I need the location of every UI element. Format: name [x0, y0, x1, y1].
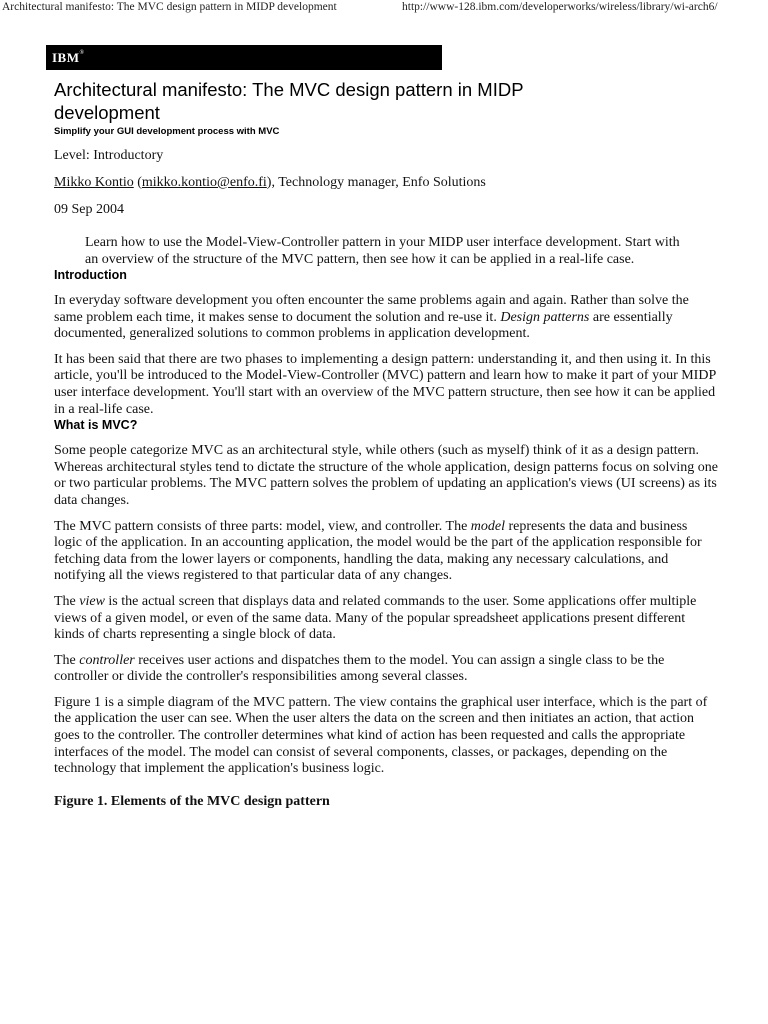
- mvc-paragraph-5: Figure 1 is a simple diagram of the MVC pattern. The view contains the graphical user interface, which is the part of the application the user can see. When the user alters the data on the screen and then initiates an action, that action goes to the controller. The controller determines what kind of action has been requested and calls the appropriate interfaces of the model. The model can consist of several components, classes, or packages, depending on the technology that implement the application's business logic.: [54, 694, 708, 777]
- ibm-logo[interactable]: [52, 50, 85, 66]
- mvc-paragraph-2: [54, 519, 718, 585]
- mvc-p3-text-a: The: [54, 593, 80, 609]
- author-email-link[interactable]: mikko.kontio@enfo.fi: [141, 175, 267, 190]
- mvc-paragraph-4: [54, 653, 718, 686]
- intro-paragraph-1: [54, 293, 718, 343]
- article-abstract: Learn how to use the Model-View-Controller pattern in your MIDP user interface development. Start with an overview of the structure of the MVC pattern, then see how it can be applied in a real-life case.: [85, 235, 680, 267]
- article-date: 09 Sep 2004: [54, 202, 124, 217]
- print-header-title: Architectural manifesto: The MVC design pattern in MIDP development: [2, 1, 337, 13]
- mvc-p2-text-a: The MVC pattern consists of three parts: model, view, and controller. The: [54, 518, 471, 534]
- figure-1-caption: Figure 1. Elements of the MVC design pattern: [54, 793, 330, 809]
- intro-p1-emphasis: Design patterns: [500, 309, 590, 325]
- mvc-p2-emphasis: model: [470, 518, 506, 534]
- print-header-url: http://www-128.ibm.com/developerworks/wireless/library/wi-arch6/: [402, 1, 718, 13]
- intro-paragraph-2: It has been said that there are two phases to implementing a design pattern: understanding it, and then using it. In this article, you'll be introduced to the Model-View-Controller (MVC) pattern and learn how to make it part of your MIDP user interface development. You'll start with an overview of the MVC pattern structure, then see how it can be applied in a real-life case.: [54, 351, 716, 417]
- mvc-paragraph-1: Some people categorize MVC as an architectural style, while others (such as myself) think of it as a design pattern. Whereas architectural styles tend to dictate the structure of the whole application, design patterns focus on solving one or two particular problems. The MVC pattern solves the problem of updating an application's views (UI screens) as its data changes.: [54, 443, 719, 508]
- mvc-p4-text-a: The: [54, 652, 80, 668]
- author-name-link[interactable]: Mikko Kontio: [54, 175, 134, 190]
- mvc-p4-text-b: receives user actions and dispatches them to the model. You can assign a single class to be the controller or divide the controller's responsibilities among several classes.: [54, 652, 665, 685]
- print-header: [0, 1, 768, 15]
- mvc-paragraph-3: [54, 594, 718, 644]
- article-subtitle: Simplify your GUI development process with MVC: [54, 126, 280, 137]
- article-content: [54, 78, 718, 810]
- ibm-masthead-bar: [46, 45, 442, 70]
- mvc-p3-emphasis: view: [79, 593, 105, 609]
- registered-mark: ®: [79, 50, 85, 56]
- intro-p1-text-b: are essentially documented, generalized solutions to common problems in application development.: [54, 309, 673, 342]
- mvc-p4-emphasis: controller: [79, 652, 135, 668]
- heading-what-is-mvc: What is MVC?: [54, 418, 138, 433]
- ibm-logo-text: IBM: [52, 50, 80, 65]
- article-level: Level: Introductory: [54, 148, 164, 163]
- article-title: Architectural manifesto: The MVC design pattern in MIDP development: [54, 79, 524, 123]
- mvc-p2-text-b: represents the data and business logic of the application. In an accounting application, the model would be the part of the application responsible for fetching data from the lower layers or components, handling the data, making any necessary calculations, and notifying all the views registered to that particular data of any changes.: [54, 518, 702, 584]
- author-role: ), Technology manager, Enfo Solutions: [266, 175, 486, 190]
- heading-introduction: Introduction: [54, 268, 127, 282]
- intro-p1-text-a: In everyday software development you often encounter the same problems again and again. Rather than solve the same problem each time, it makes sense to document the solution and re-use it.: [54, 293, 689, 325]
- author-open-paren: (: [133, 175, 142, 190]
- mvc-p3-text-b: is the actual screen that displays data and related commands to the user. Some applications offer multiple views of a given model, or even of the same data. Many of the popular spreadsheet applications present different kinds of charts representing a single block of data.: [54, 593, 697, 643]
- author-line: [54, 174, 718, 191]
